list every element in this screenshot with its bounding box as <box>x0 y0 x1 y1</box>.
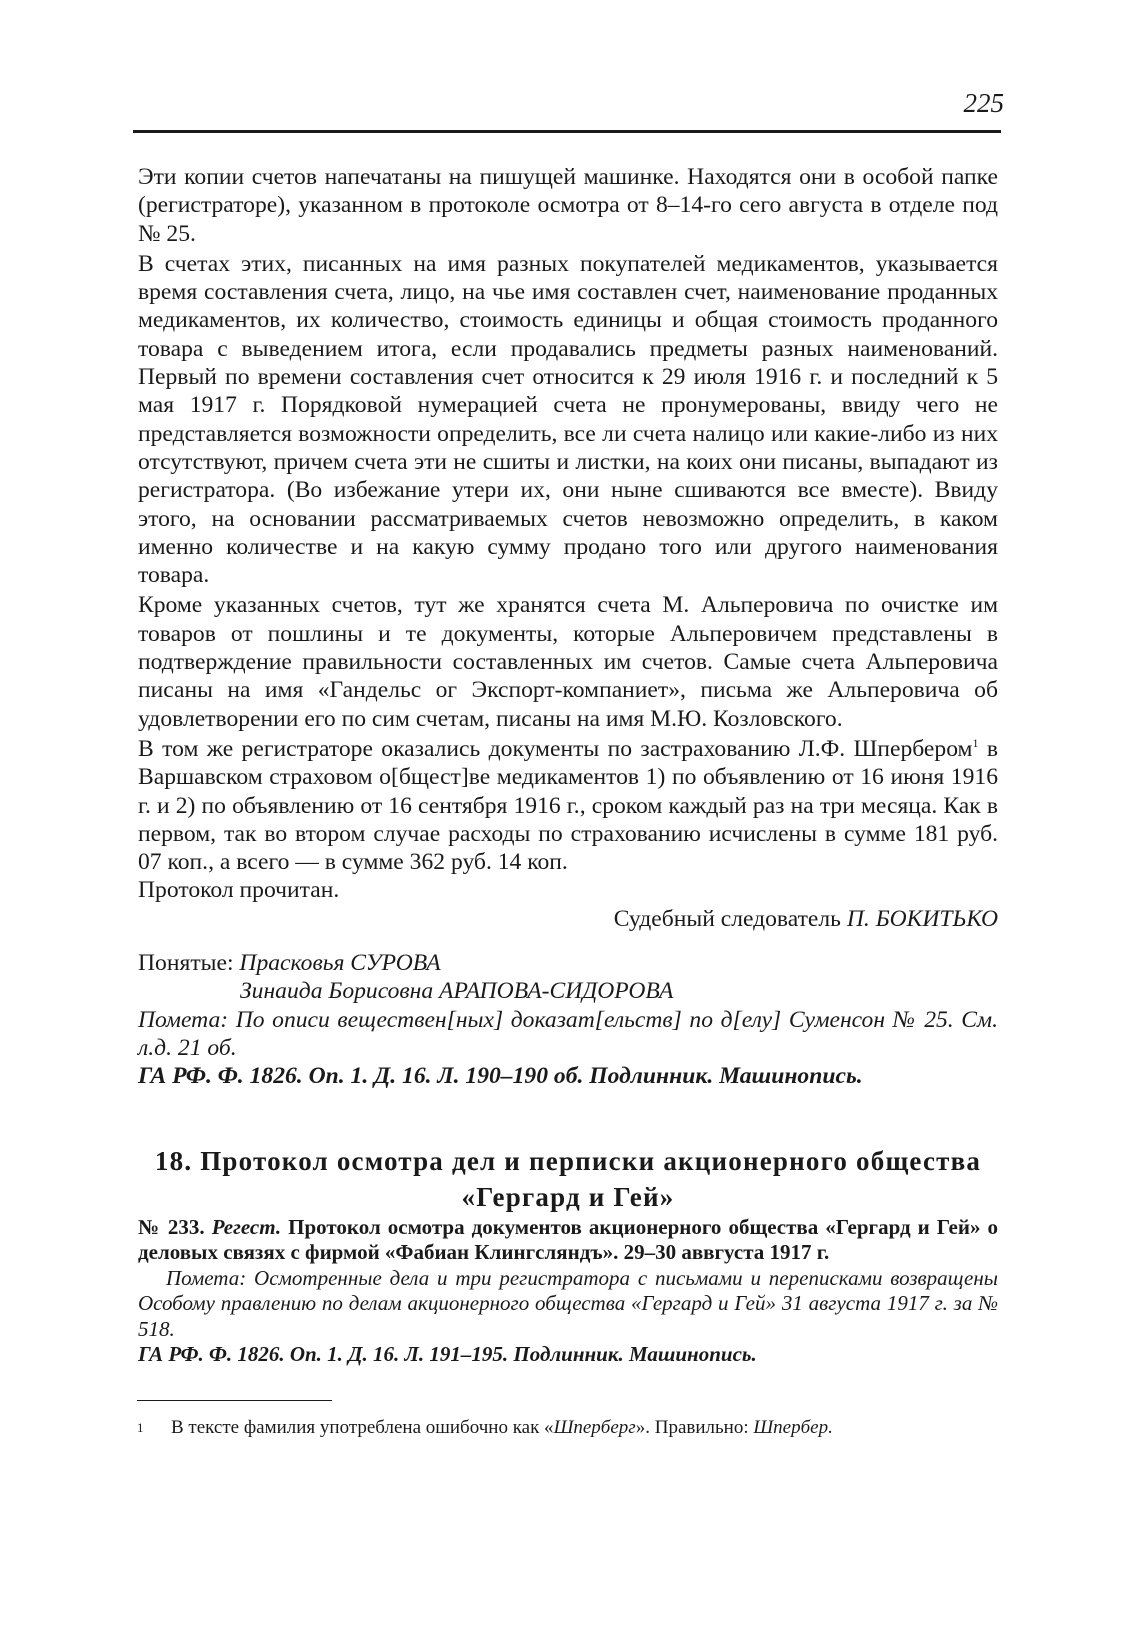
signature <box>138 905 998 933</box>
footnote-ref: 1 <box>972 736 979 751</box>
footnote-text-b: ». Правильно: <box>635 1417 754 1438</box>
signature-role: Судебный следователь <box>613 905 841 932</box>
header-rule <box>133 130 1001 133</box>
signature-name: П. БОКИТЬКО <box>846 905 998 932</box>
regest-label: Регест. <box>211 1214 282 1239</box>
paragraph-1 <box>138 163 998 248</box>
main-text <box>138 163 998 1368</box>
paragraph-3 <box>138 591 998 732</box>
paragraph-3-text: Кроме указанных счетов, тут же хранятся счета М. Альперовича по очистке им товаров от пошлины и те документы, которые Альперовичем представлены в подтверждение правильности составленных им счетов. Самые счета Альперовича писаны на имя «Гандельс ог Экспорт-компаниет», письма же Альперовича об удовлетворении его по сим счетам, писаны на имя М.Ю. Козловского. <box>138 592 998 732</box>
paragraph-2-text: В счетах этих, писанных на имя разных покупателей медикаментов, указывается время составления счета, лицо, на чье имя составлен счет, наименование проданных медикаментов, их количество, стоимость единицы и общая стоимость проданного товара с выведением итога, если продавались предметы разных наименований. Первый по времени составления счет относится к 29 июля 1916 г. и последний к 5 мая 1917 г. Порядковой нумерацией счета не пронумерованы, ввиду чего не представляется возможности определить, все ли счета налицо или какие-либо из них отсутствуют, причем счета эти не сшиты и листки, на коих они писаны, выпадают из регистратора. (Во избежание утери их, они ныне сшиваются все вместе). Ввиду этого, на основании рассматриваемых счетов невозможно определить, в каком именно количестве и на какую сумму продано того или другого наименования товара. <box>138 250 998 589</box>
footnote <box>137 1416 997 1440</box>
section-title <box>138 1143 998 1215</box>
paragraph-2 <box>138 250 998 590</box>
footnote-wrong: Шперберг <box>553 1417 636 1438</box>
regest-note-text: Помета: Осмотренные дела и три регистратора с письмами и переписками возвращены Особому правлению по делам акционерного общества «Гергард и Гей» 31 августа 1917 г. за № 518. <box>138 1265 998 1341</box>
section-archive-reference: ГА РФ. Ф. 1826. Оп. 1. Д. 16. Л. 191–195. Подлинник. Машинопись. <box>138 1342 757 1366</box>
paragraph-4-text-b: в Варшавском страховом о[бщест]ве медикаментов 1) по объявлению от 16 июня 1916 г. и 2) по объявлению от 16 сентября 1916 г., сроком каждый раз на три месяца. Как в первом, так во втором случае расходы по страхованию исчислены в сумме 181 руб. 07 коп., а всего — в сумме 362 руб. 14 коп. <box>138 735 998 876</box>
regest <box>138 1215 998 1266</box>
paragraph-4 <box>138 735 998 876</box>
regest-note <box>138 1266 998 1343</box>
footnote-right: Шпербер. <box>753 1417 833 1438</box>
regest-text: Протокол осмотра документов акционерного общества «Гергард и Гей» о деловых связях с фирмой «Фабиан Клингсляндъ». 29–30 аввгуста 1917 г. <box>138 1214 999 1264</box>
witnesses <box>138 949 998 1006</box>
regest-number: № 233. <box>138 1214 205 1239</box>
section-title-line-1: 18. Протокол осмотра дел и перписки акционерного общества <box>154 1145 982 1176</box>
note: Помета: По описи веществен[ных] доказат[ельств] по д[елу] Суменсон № 25. См. л.д. 21 об. <box>138 1006 998 1061</box>
footnote-rule <box>137 1400 332 1401</box>
paragraph-1-text: Эти копии счетов напечатаны на пишущей машинке. Находятся они в особой папке (регистраторе), указанном в протоколе осмотра от 8–14-го сего августа в отделе под № 25. <box>138 164 998 247</box>
archive-reference: ГА РФ. Ф. 1826. Оп. 1. Д. 16. Л. 190–190 об. Подлинник. Машинопись. <box>138 1063 863 1090</box>
page-number: 225 <box>963 88 1004 118</box>
protocol-read: Протокол прочитан. <box>138 877 340 904</box>
witnesses-label: Понятые: <box>138 950 234 977</box>
witness-second: Зинаида Борисовна АРАПОВА-СИДОРОВА <box>240 978 674 1005</box>
paragraph-4-text-a: В том же регистраторе оказались документы по застрахованию Л.Ф. Шпербером <box>138 735 973 762</box>
footnote-mark: 1 <box>137 1420 144 1435</box>
footnote-text-a: В тексте фамилия употреблена ошибочно как « <box>171 1417 554 1438</box>
witness-line-1 <box>138 949 998 977</box>
witness-first: Прасковья СУРОВА <box>239 950 441 977</box>
section-title-line-2: «Гергард и Гей» <box>461 1181 675 1212</box>
